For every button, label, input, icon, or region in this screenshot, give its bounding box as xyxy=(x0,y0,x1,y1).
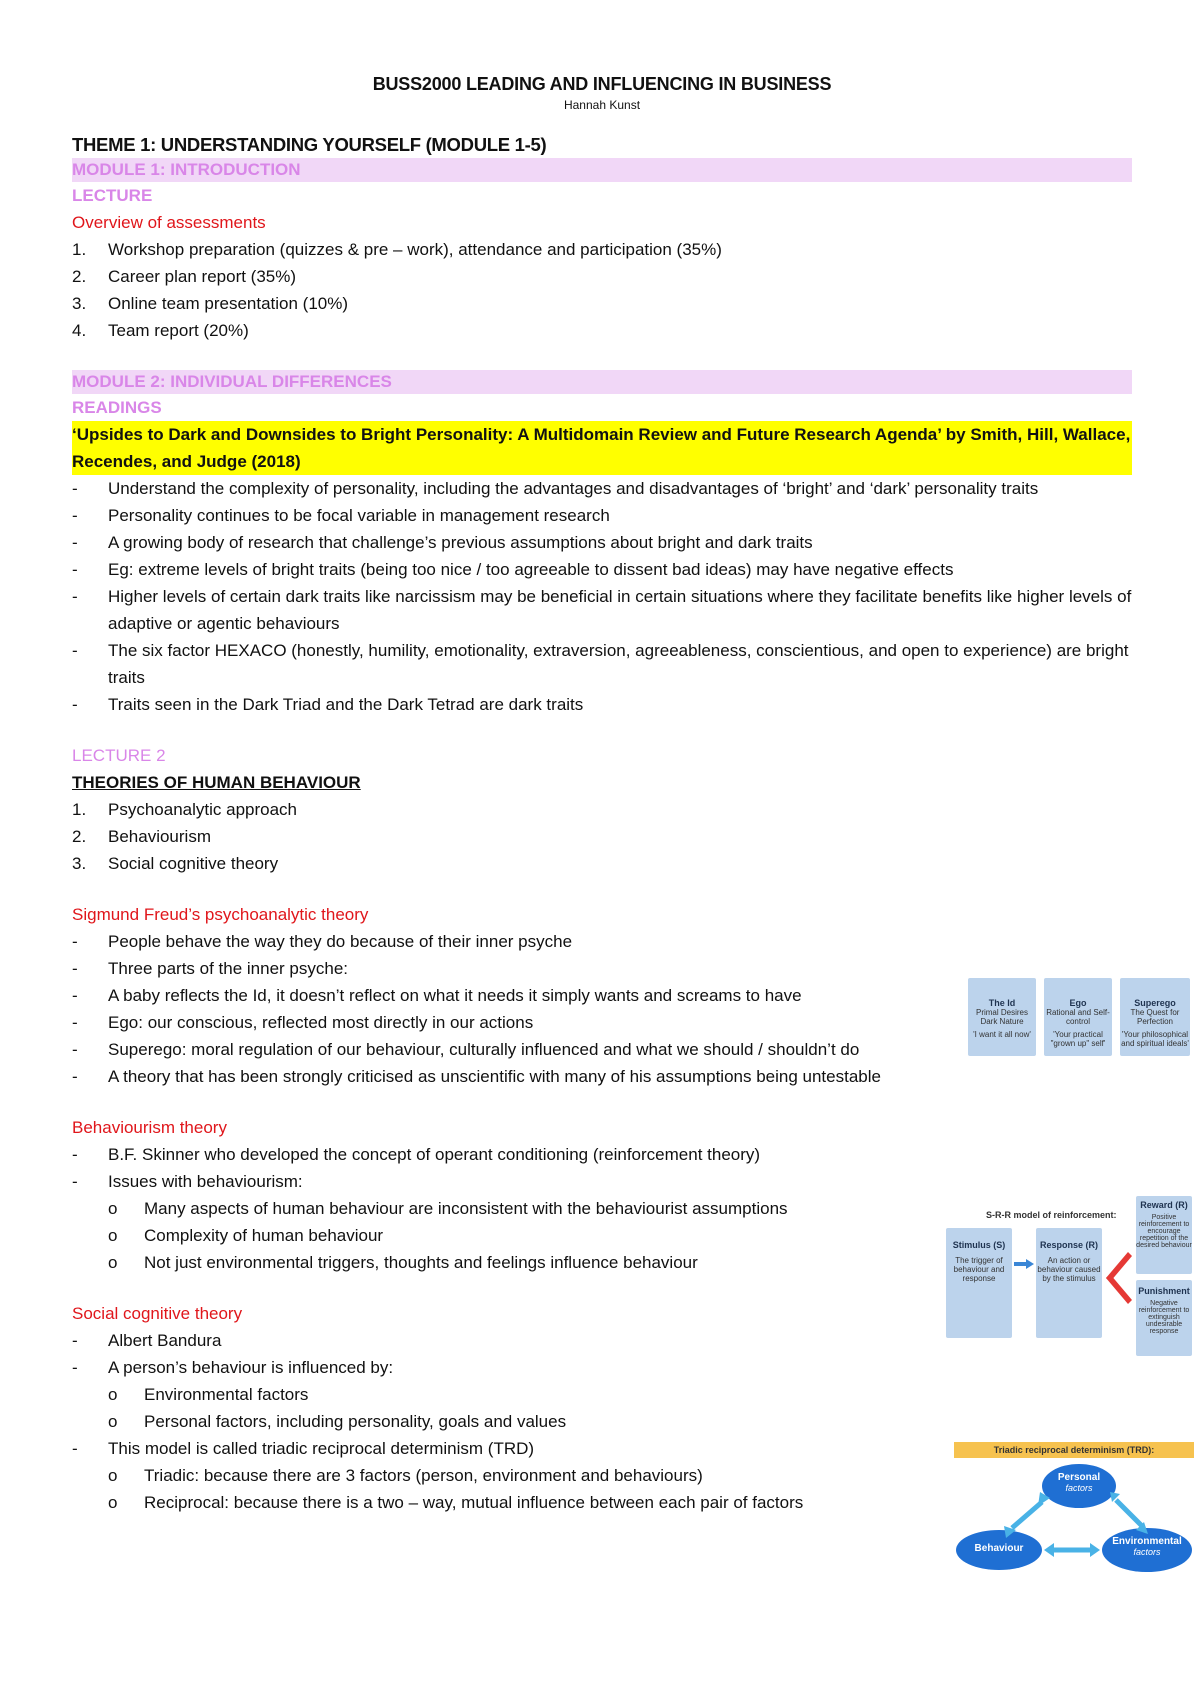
response-box: Response (R) An action or behaviour caused by the stimulus xyxy=(1036,1228,1102,1338)
superego-box: Superego The Quest for Perfection 'Your philosophical and spiritual ideals' xyxy=(1120,978,1190,1056)
list-item: - The six factor HEXACO (honestly, humility, emotionality, extraversion, agreeableness, conscientious, and open to experience) are bright traits xyxy=(72,641,1129,687)
srr-model-figure xyxy=(944,1196,1192,1356)
list-item: o Personal factors, including personality, goals and values xyxy=(108,1412,567,1431)
environmental-factors-ellipse: Environmental factors xyxy=(1102,1528,1192,1572)
list-item: - A theory that has been strongly criticised as unscientific with many of his assumptions being untestable xyxy=(72,1067,881,1086)
list-item: - People behave the way they do because of their inner psyche xyxy=(72,932,573,951)
list-item: - Albert Bandura xyxy=(72,1331,222,1350)
list-item: - Eg: extreme levels of bright traits (being too nice / too agreeable to dissent bad ideas) may have negative effects xyxy=(72,560,954,579)
list-item: 2. Behaviourism xyxy=(72,827,211,846)
list-item: 4. Team report (20%) xyxy=(72,321,249,340)
overview-heading: Overview of assessments xyxy=(72,213,266,232)
list-item: 2. Career plan report (35%) xyxy=(72,267,297,286)
freud-psyche-figure xyxy=(968,978,1190,1056)
list-item: o Reciprocal: because there is a two – way, mutual influence between each pair of factors xyxy=(108,1493,804,1512)
id-box: The Id Primal Desires Dark Nature 'I want it all now' xyxy=(968,978,1036,1056)
branch-arrows-icon xyxy=(1104,1240,1134,1310)
list-item: - Higher levels of certain dark traits like narcissism may be beneficial in certain situations where they facilitate benefits like higher levels of adaptive or agentic behaviours xyxy=(72,587,1132,633)
list-item: - Understand the complexity of personality, including the advantages and disadvantages of ‘bright’ and ‘dark’ personality traits xyxy=(72,479,1039,498)
assessment-list xyxy=(72,236,1132,344)
stimulus-box: Stimulus (S) The trigger of behaviour and response xyxy=(946,1228,1012,1338)
theories-heading: THEORIES OF HUMAN BEHAVIOUR xyxy=(72,773,361,792)
list-item: 1. Workshop preparation (quizzes & pre – work), attendance and participation (35%) xyxy=(72,240,722,259)
list-item: - Three parts of the inner psyche: xyxy=(72,959,349,978)
behaviour-ellipse: Behaviour xyxy=(956,1530,1042,1570)
behaviourism-heading: Behaviourism theory xyxy=(72,1118,227,1137)
readings-label: READINGS xyxy=(72,398,162,417)
list-item: - Traits seen in the Dark Triad and the Dark Tetrad are dark traits xyxy=(72,695,584,714)
reading-points xyxy=(72,475,1132,718)
list-item: o Not just environmental triggers, thoughts and feelings influence behaviour xyxy=(108,1253,698,1272)
list-item: o Many aspects of human behaviour are inconsistent with the behaviourist assumptions xyxy=(108,1199,788,1218)
lecture-2-label: LECTURE 2 xyxy=(72,746,166,765)
ego-box: Ego Rational and Self-control 'Your practical "grown up" self' xyxy=(1044,978,1112,1056)
reading-title-highlight: ‘Upsides to Dark and Downsides to Bright Personality: A Multidomain Review and Future Research Agenda’ by Smith, Hill, Wallace, Recendes, and Judge (2018) xyxy=(72,421,1132,475)
freud-heading: Sigmund Freud’s psychoanalytic theory xyxy=(72,905,369,924)
list-item: - A growing body of research that challenge’s previous assumptions about bright and dark traits xyxy=(72,533,813,552)
theories-list xyxy=(72,796,1132,877)
arrow-right-icon xyxy=(1014,1254,1034,1264)
personal-factors-ellipse: Personal factors xyxy=(1042,1464,1116,1508)
reward-box: Reward (R) Positive reinforcement to encourage repetition of the desired behaviour xyxy=(1136,1196,1192,1274)
trd-caption: Triadic reciprocal determinism (TRD): xyxy=(954,1442,1194,1458)
list-item: o Environmental factors xyxy=(108,1385,309,1404)
list-item: - Personality continues to be focal variable in management research xyxy=(72,506,610,525)
list-item: 3. Social cognitive theory xyxy=(72,854,279,873)
module-1-heading: MODULE 1: INTRODUCTION xyxy=(72,158,1132,182)
srr-caption: S-R-R model of reinforcement: xyxy=(986,1210,1117,1220)
list-item: - B.F. Skinner who developed the concept of operant conditioning (reinforcement theory) xyxy=(72,1145,761,1164)
lecture-label: LECTURE xyxy=(72,186,153,205)
list-item: - Superego: moral regulation of our behaviour, culturally influenced and what we should / shouldn’t do xyxy=(72,1040,860,1059)
trd-figure xyxy=(954,1442,1194,1574)
list-item: - Ego: our conscious, reflected most directly in our actions xyxy=(72,1013,534,1032)
list-item: 1. Psychoanalytic approach xyxy=(72,800,298,819)
social-cognitive-heading: Social cognitive theory xyxy=(72,1304,243,1323)
module-2-heading: MODULE 2: INDIVIDUAL DIFFERENCES xyxy=(72,370,1132,394)
document-author: Hannah Kunst xyxy=(563,98,641,112)
theme-heading: THEME 1: UNDERSTANDING YOURSELF (MODULE 1-5) xyxy=(72,134,547,155)
list-item: - A person’s behaviour is influenced by: xyxy=(72,1358,394,1377)
list-item: o Triadic: because there are 3 factors (person, environment and behaviours) xyxy=(108,1466,703,1485)
trd-arrows-icon xyxy=(954,1442,1194,1574)
list-item: - Issues with behaviourism: xyxy=(72,1172,303,1191)
punishment-box: Punishment Negative reinforcement to extinguish undesirable response xyxy=(1136,1280,1192,1356)
list-item: 3. Online team presentation (10%) xyxy=(72,294,349,313)
list-item: o Complexity of human behaviour xyxy=(108,1226,384,1245)
list-item: - This model is called triadic reciprocal determinism (TRD) xyxy=(72,1439,535,1458)
list-item: - A baby reflects the Id, it doesn’t reflect on what it needs it simply wants and screams to have xyxy=(72,986,802,1005)
document-title: BUSS2000 LEADING AND INFLUENCING IN BUSINESS xyxy=(372,74,832,94)
